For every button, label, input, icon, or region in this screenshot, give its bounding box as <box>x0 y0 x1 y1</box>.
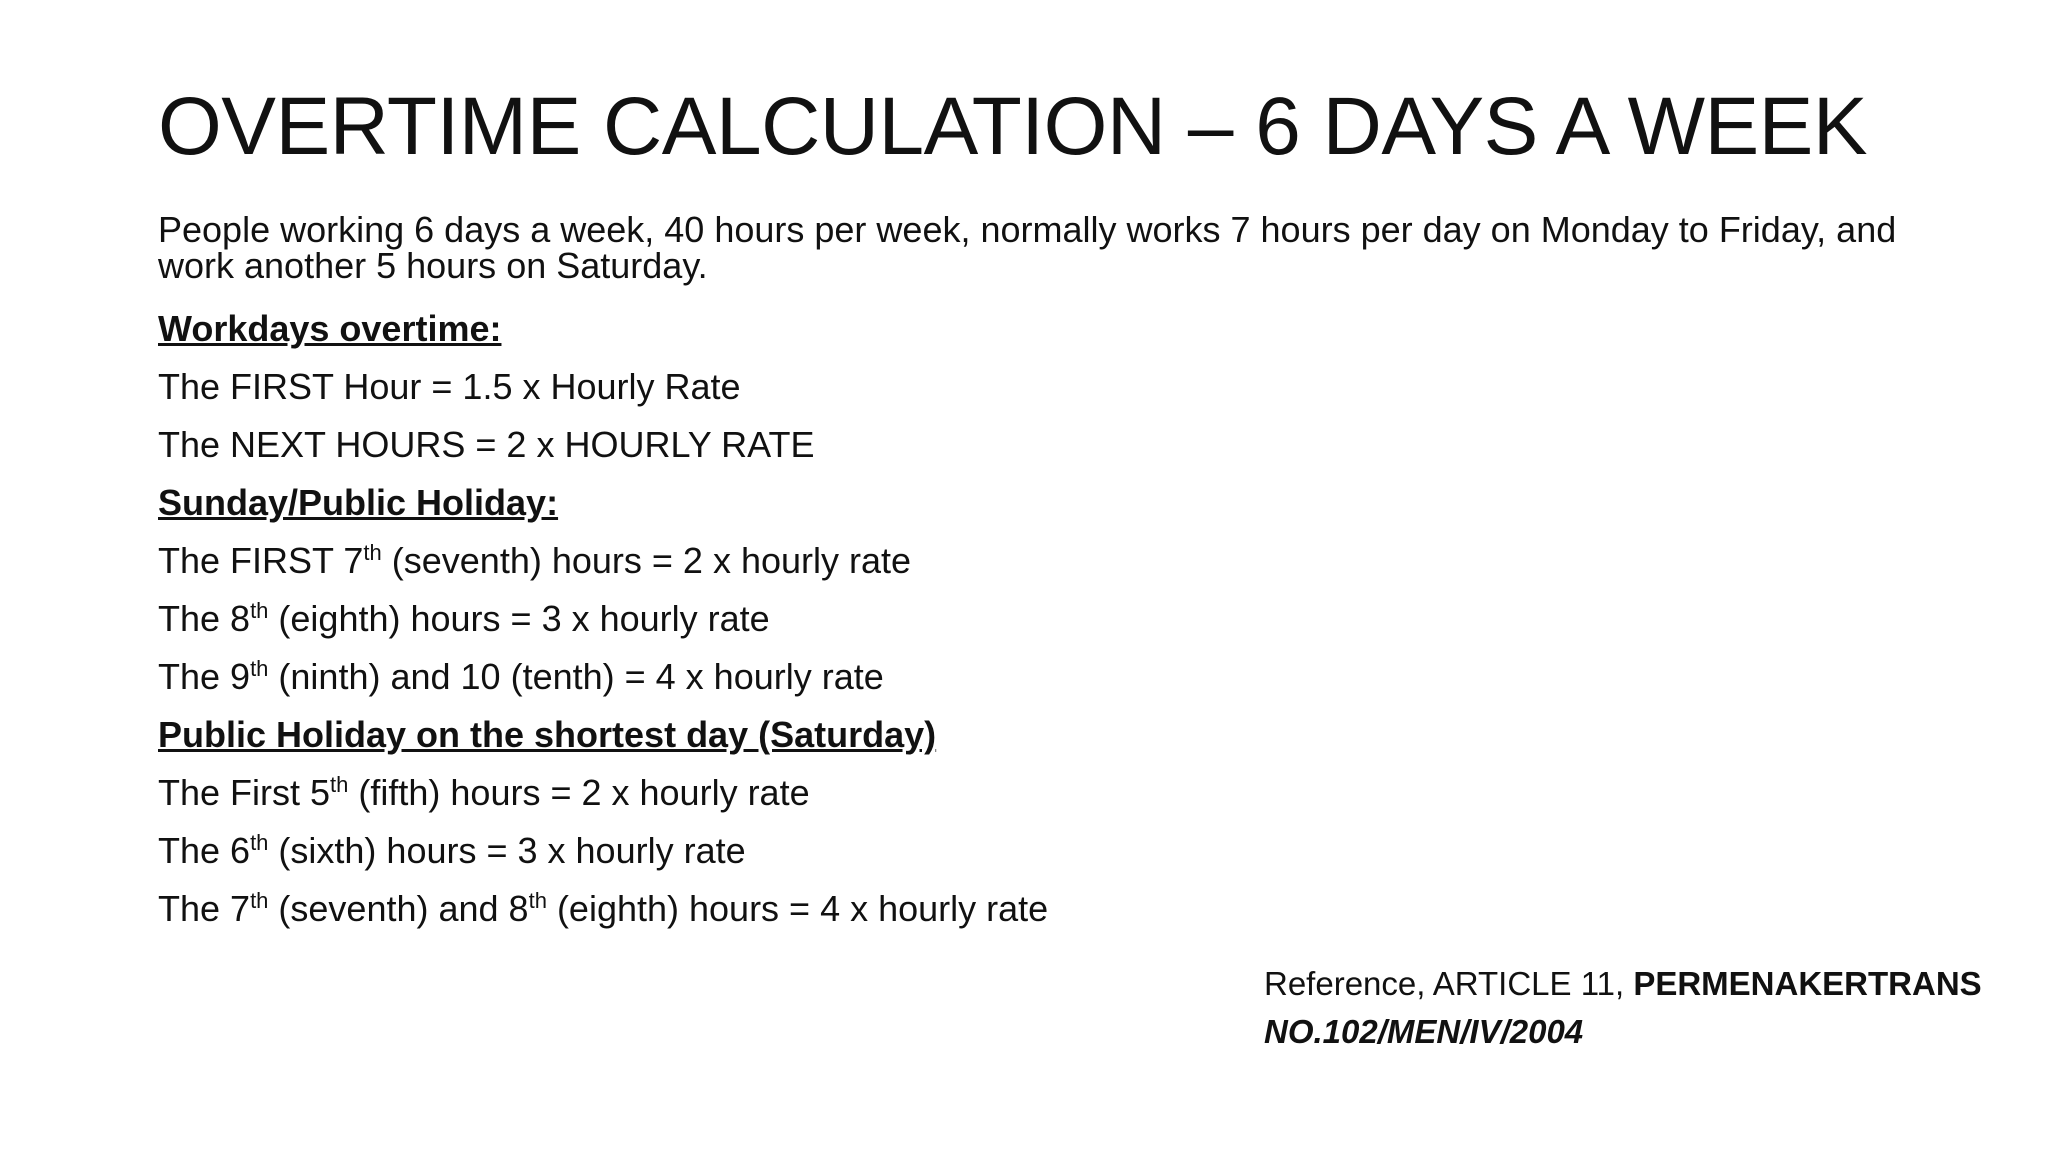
reference-regulation: PERMENAKERTRANS <box>1633 965 1982 1002</box>
reference-prefix: Reference, ARTICLE 11, <box>1264 965 1634 1002</box>
intro-paragraph: People working 6 days a week, 40 hours per week, normally works 7 hours per day on Monday to Friday, and work another 5 hours on Saturday. <box>158 209 1897 286</box>
reference-note <box>1264 960 1982 1056</box>
rule-text: The 9 <box>158 656 251 697</box>
sunday-rule-eighth <box>158 590 1558 648</box>
ordinal-suffix: th <box>363 540 382 565</box>
ordinal-suffix: th <box>250 598 269 623</box>
reference-number: NO.102/MEN/IV/2004 <box>1264 1013 1584 1050</box>
rule-text: The 6 <box>158 830 251 871</box>
rule-text: (sixth) hours = 3 x hourly rate <box>268 830 746 871</box>
ordinal-suffix: th <box>250 830 269 855</box>
rule-text: The 7 <box>158 888 251 929</box>
slide-title: OVERTIME CALCULATION – 6 DAYS A WEEK <box>158 81 1868 172</box>
rule-text: (ninth) and 10 (tenth) = 4 x hourly rate <box>268 656 884 697</box>
workdays-rule-first-hour: The FIRST Hour = 1.5 x Hourly Rate <box>158 366 741 407</box>
ordinal-suffix: th <box>528 888 547 913</box>
ordinal-suffix: th <box>250 656 269 681</box>
overtime-rules <box>158 300 1558 938</box>
rule-text: The First 5 <box>158 772 331 813</box>
rule-text: (fifth) hours = 2 x hourly rate <box>348 772 810 813</box>
rule-text: (seventh) and 8 <box>268 888 529 929</box>
sunday-rule-ninth-tenth <box>158 648 1558 706</box>
saturday-rule-first-five <box>158 764 1558 822</box>
rule-text: The FIRST 7 <box>158 540 364 581</box>
saturday-rule-sixth <box>158 822 1558 880</box>
reference-line-1 <box>1264 960 1982 1008</box>
workdays-rule-next-hours: The NEXT HOURS = 2 x HOURLY RATE <box>158 424 815 465</box>
ordinal-suffix: th <box>330 772 349 797</box>
sunday-holiday-heading: Sunday/Public Holiday: <box>158 482 559 523</box>
workdays-heading: Workdays overtime: <box>158 308 502 349</box>
rule-text: (seventh) hours = 2 x hourly rate <box>381 540 912 581</box>
saturday-rule-seventh-eighth <box>158 880 1558 938</box>
rule-text: (eighth) hours = 4 x hourly rate <box>546 888 1049 929</box>
saturday-holiday-heading: Public Holiday on the shortest day (Saturday) <box>158 714 937 755</box>
rule-text: (eighth) hours = 3 x hourly rate <box>268 598 770 639</box>
rule-text: The 8 <box>158 598 251 639</box>
ordinal-suffix: th <box>250 888 269 913</box>
sunday-rule-first-seven <box>158 532 1558 590</box>
